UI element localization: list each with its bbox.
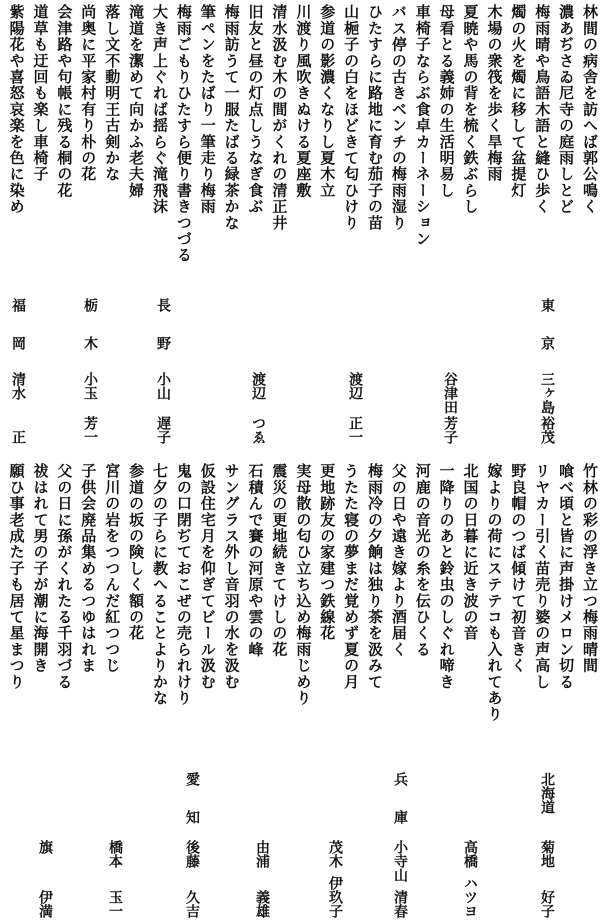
- author-prefecture: [154, 298, 172, 350]
- author-given: 伊玖子: [327, 876, 343, 918]
- prefecture-text: 長: [155, 298, 171, 312]
- author-surname: 三ヶ島: [539, 372, 555, 414]
- author-given: 清春: [392, 890, 408, 918]
- author-name: [538, 372, 556, 444]
- author-prefecture: [461, 772, 479, 824]
- haiku-line: リヤカー引く苗売り婆の声高し: [533, 463, 552, 690]
- prefecture-text: 木: [82, 336, 98, 350]
- haiku-line: 実母散の匂ひ立ち込め梅雨じめり: [294, 463, 313, 706]
- haiku-line: 母看とる義姉の生活明易し: [437, 4, 456, 199]
- author-given: 裕茂: [539, 416, 555, 444]
- author-given: 伊満: [37, 890, 53, 918]
- author-credit: [391, 772, 409, 918]
- prefecture-text: 福: [10, 298, 26, 312]
- author-prefecture: [106, 772, 124, 824]
- bottom-haiku-columns: [0, 463, 603, 743]
- author-credit: [36, 772, 54, 918]
- haiku-line: 河鹿の音光の糸を伝ひくる: [413, 463, 432, 658]
- haiku-line: 梅雨ごもりひたすら便り書きつづる: [174, 4, 193, 264]
- author-prefecture: [36, 772, 54, 824]
- author-surname: 小玉: [82, 372, 98, 400]
- haiku-line: 宮川の岩をつつんだ紅つつじ: [103, 463, 122, 674]
- haiku-line: 道草も迂回も楽し車椅子: [31, 4, 50, 183]
- author-surname: 清水: [10, 372, 26, 400]
- author-surname: 小寺山: [392, 840, 408, 882]
- haiku-line: 竹林の彩の浮き立つ梅雨晴間: [581, 463, 599, 674]
- author-prefecture: [391, 772, 409, 824]
- prefecture-text: 野: [155, 336, 171, 350]
- prefecture-text: 北海道: [539, 772, 555, 814]
- haiku-line: 清水汲む木の間がくれの清正井: [270, 4, 289, 231]
- haiku-line: 滝道を潔めて向かふ老夫婦: [127, 4, 146, 199]
- author-credit: [346, 298, 364, 444]
- haiku-line: 梅雨訪うて一服たばる緑茶かな: [222, 4, 241, 231]
- haiku-line: 参道の影濃くなりし夏木立: [318, 4, 337, 199]
- author-credit: [9, 298, 27, 444]
- haiku-line: 野良帽のつば傾けて初音きく: [509, 463, 528, 674]
- author-credit: [538, 772, 556, 918]
- haiku-line: 父の日に孫がくれたる千羽づる: [55, 463, 74, 690]
- haiku-line: 紫陽花や喜怒哀楽を色に染め: [7, 4, 26, 215]
- haiku-line: バス停の古きベンチの梅雨湿り: [389, 4, 408, 231]
- author-name: [391, 840, 409, 918]
- author-given: 久吉: [184, 890, 200, 918]
- author-surname: 高橋: [462, 840, 478, 868]
- haiku-line: 七夕の子らに教へることよりかな: [150, 463, 169, 706]
- haiku-line: 梅雨冷の夕餉は独り茶を汲みて: [365, 463, 384, 690]
- author-given: 正一: [347, 416, 363, 444]
- author-surname: 渡辺: [250, 372, 266, 400]
- haiku-line: 嫁よりの荷にステテコも入れてあり: [485, 463, 504, 723]
- haiku-line: 大き声上ぐれば揺らぐ滝飛沫: [150, 4, 169, 215]
- author-prefecture: [538, 772, 556, 824]
- author-given: 芳一: [82, 416, 98, 444]
- prefecture-text: 栃: [82, 298, 98, 312]
- haiku-line: 濃あぢさゐ尼寺の庭雨しとど: [557, 4, 576, 215]
- author-name: [9, 372, 27, 444]
- author-surname: 茂木: [327, 840, 343, 868]
- haiku-line: 車椅子ならぶ食卓カーネーション: [413, 4, 432, 247]
- author-credit: [154, 298, 172, 444]
- author-name: [538, 840, 556, 918]
- haiku-line: 父の日や遠き嫁より酒届く: [389, 463, 408, 658]
- author-surname: 橋本: [107, 840, 123, 868]
- prefecture-text: 知: [184, 810, 200, 824]
- author-name: [441, 372, 459, 444]
- author-prefecture: [81, 298, 99, 350]
- author-prefecture: [9, 298, 27, 350]
- author-prefecture: [346, 298, 364, 350]
- haiku-line: 落し文不動明王古剣かな: [103, 4, 122, 183]
- haiku-line: 山梔子の白をほどきて匂ひけり: [342, 4, 361, 231]
- author-prefecture: [253, 772, 271, 824]
- haiku-line: 震災の更地続きてけしの花: [270, 463, 289, 658]
- author-given: 正: [10, 430, 26, 444]
- top-haiku-columns: [0, 4, 603, 284]
- prefecture-text: 東: [539, 298, 555, 312]
- author-credit: [249, 298, 267, 444]
- author-credit: [461, 772, 479, 918]
- haiku-line: 一降りのあと鈴虫のしぐれ啼き: [437, 463, 456, 690]
- author-prefecture: [249, 298, 267, 350]
- author-given: 遅子: [155, 416, 171, 444]
- haiku-line: 北国の日暮に近き波の音: [461, 463, 480, 642]
- haiku-line: 筆ペンをたばり一筆走り梅雨: [198, 4, 217, 215]
- author-surname: 菊地: [539, 840, 555, 868]
- author-prefecture: [326, 772, 344, 824]
- haiku-line: 仮設住宅月を仰ぎてビール汲む: [198, 463, 217, 690]
- author-surname: 由浦: [254, 840, 270, 868]
- haiku-line: 喰べ頃と皆に声掛けメロン切る: [557, 463, 576, 690]
- haiku-line: うたた寝の夢まだ覚めず夏の月: [342, 463, 361, 690]
- haiku-line: 会津路や句帳に残る桐の花: [55, 4, 74, 199]
- author-credit: [253, 772, 271, 918]
- author-prefecture: [183, 772, 201, 824]
- haiku-line: 参道の坂の険しく額の花: [127, 463, 146, 642]
- prefecture-text: 岡: [10, 336, 26, 350]
- haiku-line: 梅雨晴や鳥語木語と縫ひ歩く: [533, 4, 552, 215]
- author-given: 義雄: [254, 890, 270, 918]
- haiku-line: 夏暁や馬の背を梳く鉄ぶらし: [461, 4, 480, 215]
- haiku-line: 木場の衆筏を歩く旱梅雨: [485, 4, 504, 183]
- author-surname: 後藤: [184, 840, 200, 868]
- haiku-line: 林間の病舎を訪へば郭公鳴く: [581, 4, 599, 215]
- author-name: [36, 840, 54, 918]
- author-name: [326, 840, 344, 918]
- author-name: [461, 840, 479, 918]
- author-given: ハツヨ: [462, 876, 478, 918]
- author-given: 芳子: [442, 416, 458, 444]
- prefecture-text: 庫: [392, 810, 408, 824]
- haiku-line: 子供会廃品集めるつゆはれま: [79, 463, 98, 674]
- author-given: つゑ: [250, 416, 266, 444]
- haiku-line: 石積んで賽の河原や雲の峰: [246, 463, 265, 658]
- prefecture-text: 愛: [184, 772, 200, 786]
- author-surname: 旗: [37, 840, 53, 854]
- author-name: [249, 372, 267, 444]
- author-prefecture: [441, 298, 459, 350]
- haiku-line: 燭の火を燭に移して盆提灯: [509, 4, 528, 199]
- author-credit: [538, 298, 556, 444]
- author-name: [346, 372, 364, 444]
- author-name: [81, 372, 99, 444]
- author-name: [154, 372, 172, 444]
- prefecture-text: 兵: [392, 772, 408, 786]
- author-surname: 谷津田: [442, 372, 458, 414]
- haiku-line: 願ひ事老成た子も居て星まつり: [7, 463, 26, 690]
- author-credit: [441, 298, 459, 444]
- author-credit: [106, 772, 124, 918]
- author-name: [253, 840, 271, 918]
- haiku-line: 旧友と昼の灯点しうなぎ食ぶ: [246, 4, 265, 215]
- author-name: [183, 840, 201, 918]
- haiku-line: 鬼の口閉ぢておこぜの売られけり: [174, 463, 193, 706]
- haiku-line: サングラス外し音羽の水を汲む: [222, 463, 241, 690]
- haiku-line: 祓はれて男の子が潮に海開き: [31, 463, 50, 674]
- author-given: 好子: [539, 890, 555, 918]
- author-credit: [81, 298, 99, 444]
- haiku-line: 尚奥に平家村有り朴の花: [79, 4, 98, 183]
- haiku-line: 川渡り風吹きぬける夏座敷: [294, 4, 313, 199]
- author-credit: [326, 772, 344, 918]
- author-surname: 渡辺: [347, 372, 363, 400]
- author-prefecture: [538, 298, 556, 350]
- author-name: [106, 840, 124, 918]
- author-surname: 小山: [155, 372, 171, 400]
- author-credit: [183, 772, 201, 918]
- haiku-line: 更地跡友の家建つ鉄線花: [318, 463, 337, 642]
- author-given: 玉一: [107, 890, 123, 918]
- prefecture-text: 京: [539, 336, 555, 350]
- haiku-line: ひたすらに路地に育む茄子の苗: [365, 4, 384, 231]
